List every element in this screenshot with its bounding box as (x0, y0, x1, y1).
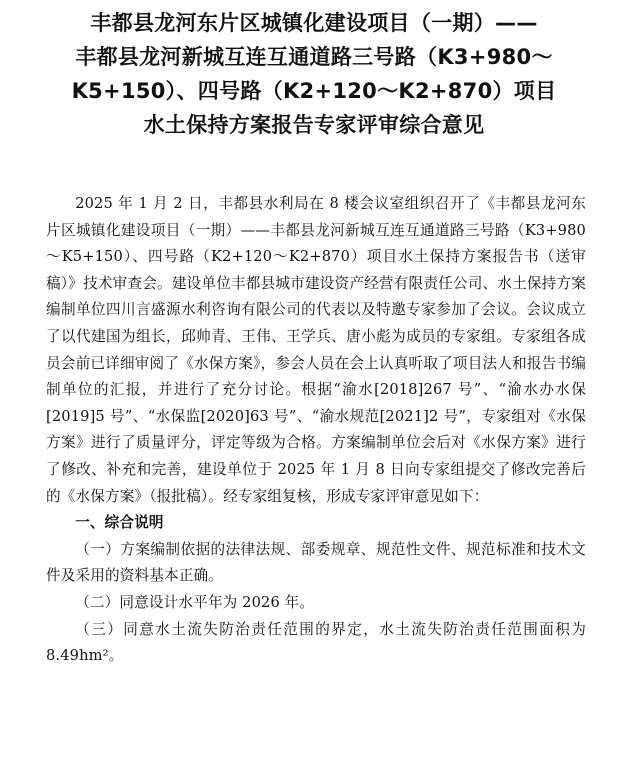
paragraph-item-3: （三）同意水土流失防治责任范围的界定，水土流失防治责任范围面积为 8.49hm²。 (46, 620, 586, 665)
title-line-1: 丰都县龙河东片区城镇化建设项目（一期）—— (90, 11, 538, 35)
title-line-2: 丰都县龙河新城互连互通道路三号路（K3+980～ (75, 45, 553, 69)
title-line-4: 水土保持方案报告专家评审综合意见 (143, 113, 485, 137)
paragraph-item-1: （一）方案编制依据的法律法规、部委规章、规范性文件、规范标准和技术文件及采用的资料基本正确。 (46, 540, 586, 585)
title-line-3: K5+150）、四号路（K2+120～K2+870）项目 (71, 79, 557, 103)
document-title (0, 6, 628, 142)
document-body (46, 191, 586, 670)
section-heading-overview: 一、综合说明 (75, 514, 164, 532)
paragraph-item-2: （二）同意设计水平年为 2026 年。 (75, 593, 315, 611)
paragraph-meeting-summary: 2025 年 1 月 2 日，丰都县水利局在 8 楼会议室组织召开了《丰都县龙河东片区城镇化建设项目（一期）——丰都县龙河新城互连互通道路三号路（K3+980～K5+150）、四号路（K2+120～K2+870）项目水土保持方案报告书（送审稿）》技术审查会。建设单位丰都县城市建设资产经营有限责任公司、水土保持方案编制单位四川言盛源水利咨询有限公司的代表以及特邀专家参加了会议。会议成立了以代建国为组长，邱帅青、王伟、王学兵、唐小彪为成员的专家组。专家组各成员会前已详细审阅了《水保方案》，参会人员在会上认真听取了项目法人和报告书编制单位的汇报，并进行了充分讨论。根据“渝水[2018]267 号”、“渝水办水保[2019]5 号”、“水保监[2020]63 号”、“渝水规范[2021]2 号”，专家组对《水保方案》进行了质量评分，评定等级为合格。方案编制单位会后对《水保方案》进行了修改、补充和完善，建设单位于 2025 年 1 月 8 日向专家组提交了修改完善后的《水保方案》（报批稿）。经专家组复核，形成专家评审意见如下： (46, 195, 586, 505)
